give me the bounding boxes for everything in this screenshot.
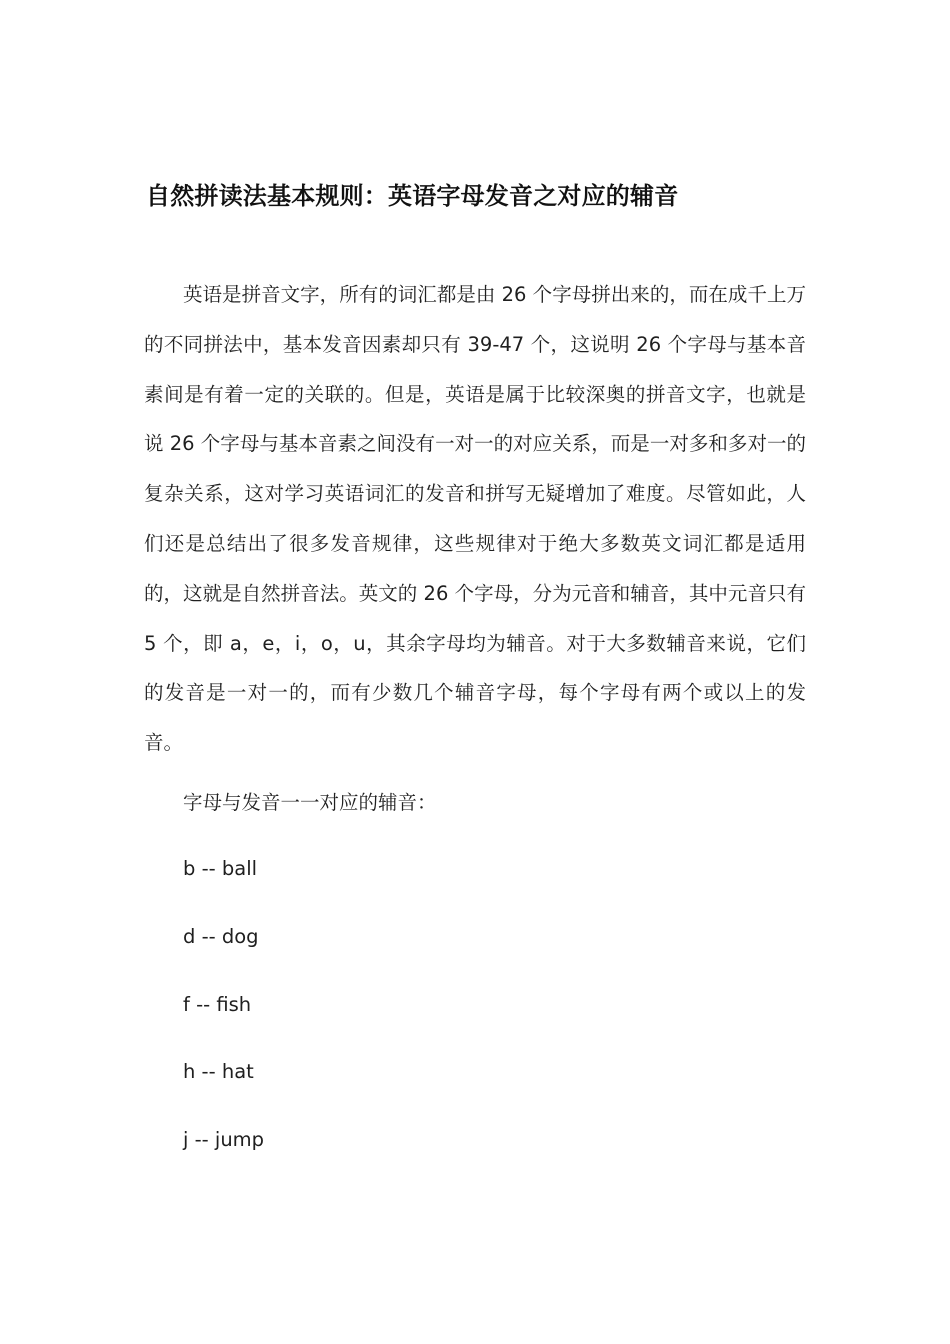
consonant-separator: -- (195, 924, 222, 948)
consonant-letter: b (183, 857, 196, 880)
consonant-item-b (183, 851, 264, 919)
section-label: 字母与发音一一对应的辅音： (183, 791, 437, 814)
consonant-letter: f (183, 992, 190, 1016)
document-title: 自然拼读法基本规则：英语字母发音之对应的辅音 (146, 181, 679, 210)
example-word: jump (214, 1128, 265, 1152)
consonant-item-f (183, 987, 264, 1055)
consonant-separator: -- (195, 1060, 222, 1084)
example-word: dog (221, 924, 259, 948)
consonant-separator: -- (189, 992, 217, 1016)
consonant-letter: d (183, 924, 196, 948)
intro-paragraph: 英语是拼音文字，所有的词汇都是由 26 个字母拼出来的，而在成千上万的不同拼法中，基本发音因素却只有 39-47 个，这说明 26 个字母与基本音素间是有着一定的关联的。但是，英语是属于比较深奥的拼音文字，也就是说 26 个字母与基本音素之间没有一对一的对应关系，而是一对多和多对一的复杂关系，这对学习英语词汇的发音和拼写无疑增加了难度。尽管如此，人们还是总结出了很多发音规律，这些规律对于绝大多数英文词汇都是适用的，这就是自然拼音法。英文的 26 个字母，分为元音和辅音，其中元音只有 5 个，即 a，e，i，o，u，其余字母均为辅音。对于大多数辅音来说，它们的发音是一对一的，而有少数几个辅音字母，每个字母有两个或以上的发音。 (144, 283, 806, 755)
example-word: hat (221, 1060, 254, 1084)
consonant-letter: j (183, 1128, 189, 1152)
consonant-separator: -- (188, 1128, 215, 1152)
example-word: ball (221, 857, 258, 880)
consonant-item-h (183, 1054, 264, 1122)
consonant-list (183, 851, 264, 1190)
consonant-separator: -- (195, 857, 222, 880)
consonant-item-j (183, 1122, 264, 1190)
consonant-item-d (183, 919, 264, 987)
example-word: fish (216, 992, 252, 1016)
consonant-letter: h (183, 1060, 196, 1084)
